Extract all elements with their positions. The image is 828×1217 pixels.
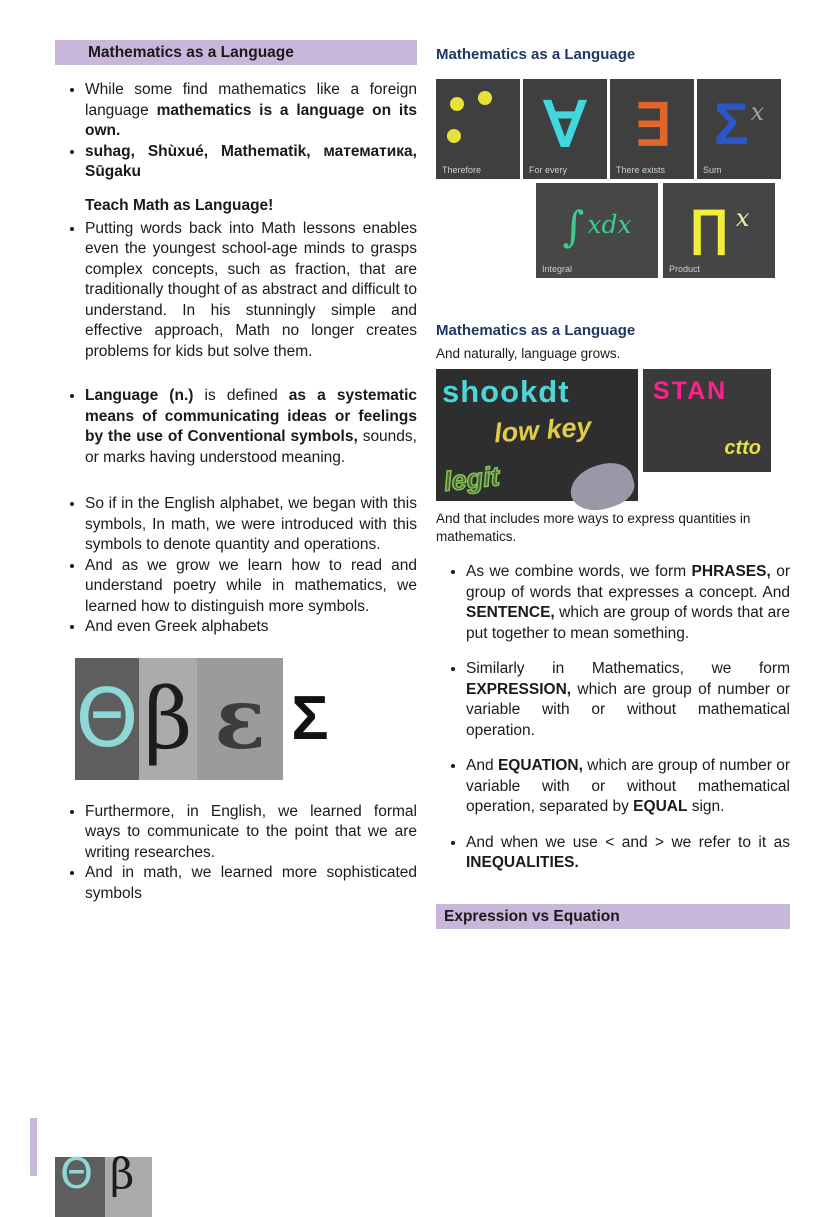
tile-label-sum: Sum [703, 165, 722, 175]
next-page-margin-bar [30, 1118, 37, 1176]
product-tile [663, 183, 775, 278]
list-item: • So if in the English alphabet, we began with this symbols, In math, we were introduced with this symbols to denote quantity and operations. [85, 494, 417, 556]
list-item: • And as we grow we learn how to read and understand poetry while in mathematics, we learned how to distinguish more symbols. [85, 556, 417, 618]
symbol-tiles-row-1 [436, 79, 790, 179]
language-definition-list [55, 386, 417, 468]
fragment-theta-tile [55, 1149, 105, 1217]
stan-word: STAN [653, 377, 728, 405]
tile-label-therefore: Therefore [442, 165, 482, 175]
language-grows-line: And naturally, language grows. [436, 346, 621, 361]
slang-tile-right [643, 369, 771, 472]
section-header-expression-vs-equation [436, 904, 790, 929]
tile-label-product: Product [669, 264, 701, 274]
slang-words-image [436, 369, 790, 501]
ctto-word: ctto [724, 437, 761, 459]
list-item: • And in math, we learned more sophisticated symbols [85, 863, 417, 904]
beta-letter: β [143, 669, 193, 768]
teach-bullet-list [55, 219, 417, 363]
tile-label-for-every: For every [529, 165, 568, 175]
shookdt-word: shookdt [442, 374, 570, 409]
tile-label-there-exists: There exists [616, 165, 666, 175]
sigma-letter: Σ [291, 684, 329, 753]
symbols-bullet-list [55, 494, 417, 638]
list-item: • Language (n.) is defined as a systematic means of communicating ideas or feelings by the use of Conventional symbols, sounds, or marks having understood meaning. [85, 386, 417, 468]
list-item: • As we combine words, we form PHRASES, or group of words that expresses a concept. And SENTENCE, which are group of words that are put together to mean something. [466, 562, 790, 644]
there-exists-tile [610, 79, 694, 179]
therefore-dot [450, 97, 464, 111]
phrases-bullet-list [436, 562, 790, 874]
legit-word: legit [442, 461, 501, 497]
fragment-beta-tile [105, 1149, 152, 1217]
list-item: • While some find mathematics like a foreign language mathematics is a language on its own. [85, 80, 417, 142]
theta-letter: Θ [75, 672, 139, 765]
thumb-blob-shape [565, 456, 639, 518]
list-item: • suhag, Shùxué, Mathematik, математика, Sūgaku [85, 142, 417, 183]
tile-label-integral: Integral [542, 264, 573, 274]
sigma-symbol: Σ [713, 91, 749, 157]
list-item: • And even Greek alphabets [85, 617, 417, 638]
beta-tile [139, 658, 197, 780]
low-key-word: low key [493, 411, 593, 449]
forall-symbol: ∀ [543, 90, 587, 160]
list-item: • Putting words back into Math lessons enables even the youngest school-age minds to grasps complex concepts, such as fraction, that are traditionally thought of as abstract and difficult to understand. In his stunningly simple and effective approach, Math no longer creates problems for kids but solve them. [85, 219, 417, 363]
list-item: • Furthermore, in English, we learned formal ways to communicate to the point that we are writing researches. [85, 802, 417, 864]
for-every-tile [523, 79, 607, 179]
therefore-dot [478, 91, 492, 105]
math-language-heading-1: Mathematics as a Language [436, 46, 636, 63]
next-page-image-fragment [55, 1149, 152, 1198]
slang-tile-left [436, 369, 638, 501]
symbol-tiles-row-2 [536, 183, 790, 278]
intro-bullet-list [55, 80, 417, 183]
integral-xdx-symbol: xdx [587, 210, 632, 239]
product-x-symbol: x [735, 203, 750, 232]
left-column [55, 40, 417, 904]
greek-letters-image [75, 658, 337, 780]
list-item: • And EQUATION, which are group of number or variable with or without mathematical operation, separated by EQUAL sign. [466, 756, 790, 818]
section-header-text: Mathematics as a Language [88, 44, 294, 61]
therefore-symbol [436, 79, 520, 179]
theta-tile [75, 658, 139, 780]
teach-math-subheading: Teach Math as Language! [85, 196, 274, 214]
sigma-tile [283, 658, 337, 780]
sum-x-symbol: x [750, 98, 765, 126]
epsilon-letter: ε [214, 669, 266, 768]
integral-symbol: ∫ [562, 202, 585, 251]
product-symbol: ∏ [688, 198, 730, 255]
fragment-theta-letter: Θ [60, 1149, 94, 1198]
sum-tile [697, 79, 781, 179]
epsilon-tile [197, 658, 283, 780]
math-language-heading-2: Mathematics as a Language [436, 322, 636, 339]
closing-bullet-list [55, 802, 417, 905]
footer-header-text: Expression vs Equation [444, 907, 620, 925]
exists-symbol: ∃ [633, 93, 671, 158]
right-column [436, 40, 790, 929]
section-header-math-as-language [55, 40, 417, 65]
fragment-beta-letter: β [110, 1149, 135, 1198]
integral-tile [536, 183, 658, 278]
therefore-tile [436, 79, 520, 179]
math-symbols-image [436, 79, 790, 278]
therefore-dot [447, 129, 461, 143]
list-item: • Similarly in Mathematics, we form EXPRESSION, which are group of number or variable with or without mathematical operation. [466, 659, 790, 741]
quantities-caption: And that includes more ways to express quantities in mathematics. [436, 511, 751, 544]
list-item: • And when we use < and > we refer to it as INEQUALITIES. [466, 833, 790, 874]
